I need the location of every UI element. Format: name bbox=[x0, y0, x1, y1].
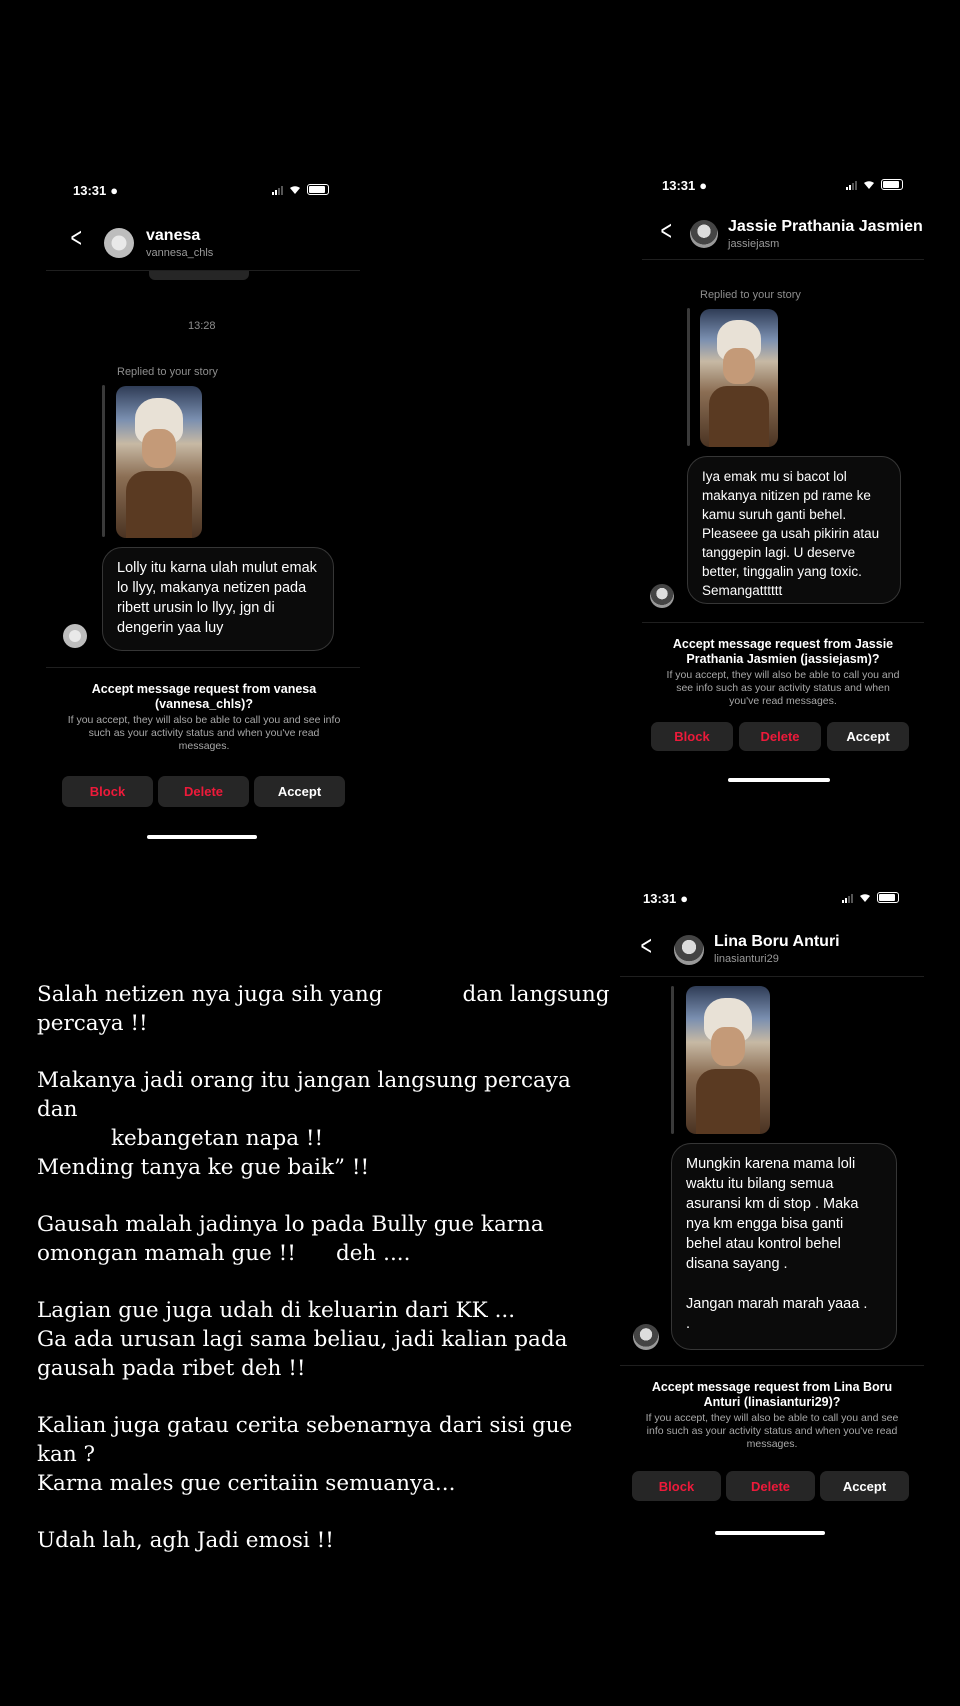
caption-paragraph-5: Kalian juga gatau cerita sebenarnya dari sisi gue kan ? Karna males gue ceritaiin semuanya... bbox=[37, 1413, 580, 1496]
story-thumbnail[interactable] bbox=[686, 986, 770, 1134]
caption-paragraph-1: Salah netizen nya juga sih yang dan langsung percaya !! bbox=[37, 982, 610, 1036]
contact-name[interactable]: vanesa bbox=[146, 227, 201, 244]
wifi-icon bbox=[289, 185, 301, 194]
accept-button[interactable]: Accept bbox=[254, 776, 345, 807]
story-reply-line bbox=[687, 308, 690, 446]
replied-label: Replied to your story bbox=[700, 289, 801, 301]
request-info: If you accept, they will also be able to call you and see info such as your activity status and when you've read messages. bbox=[645, 1412, 899, 1450]
request-divider bbox=[620, 1365, 924, 1366]
battery-icon bbox=[881, 179, 903, 190]
request-title: Accept message request from Lina Boru Anturi (linasianturi29)? bbox=[651, 1380, 893, 1409]
status-time: 13:31 ● bbox=[662, 178, 708, 193]
chat-header bbox=[68, 224, 84, 252]
contact-handle: linasianturi29 bbox=[714, 953, 779, 965]
replied-label: Replied to your story bbox=[117, 366, 218, 378]
screenshot-jassie bbox=[642, 168, 924, 796]
caption-paragraph-6: Udah lah, agh Jadi emosi !! bbox=[37, 1528, 334, 1553]
request-title: Accept message request from Jassie Prathania Jasmien (jassiejasm)? bbox=[672, 637, 894, 666]
signal-icon bbox=[846, 180, 857, 190]
home-indicator bbox=[728, 778, 830, 782]
caption-paragraph-3: Gausah malah jadinya lo pada Bully gue karna omongan mamah gue !! deh .... bbox=[37, 1212, 544, 1266]
wifi-icon bbox=[859, 893, 871, 902]
message-request bbox=[662, 637, 904, 708]
contact-name[interactable]: Lina Boru Anturi bbox=[714, 933, 840, 950]
block-button[interactable]: Block bbox=[632, 1471, 721, 1501]
accept-button[interactable]: Accept bbox=[820, 1471, 909, 1501]
request-divider bbox=[46, 667, 360, 668]
header-divider bbox=[642, 259, 924, 260]
back-icon[interactable]: < bbox=[660, 215, 672, 246]
accept-button[interactable]: Accept bbox=[827, 722, 909, 751]
caption-paragraph-2: Makanya jadi orang itu jangan langsung percaya dan kebangetan napa !! Mending tanya ke gue baik” !! bbox=[37, 1068, 578, 1180]
person-icon: ● bbox=[110, 183, 119, 198]
battery-icon bbox=[307, 184, 329, 195]
chat-header bbox=[658, 217, 674, 245]
message-bubble: Lolly itu karna ulah mulut emak lo llyy, makanya netizen pada ribett urusin lo llyy, jgn di dengerin yaa luy bbox=[102, 547, 334, 651]
avatar[interactable] bbox=[674, 935, 704, 965]
request-info: If you accept, they will also be able to call you and see info such as your activity status and when you've read messages. bbox=[67, 714, 341, 752]
header-divider bbox=[620, 976, 924, 977]
story-reply-line bbox=[671, 986, 674, 1134]
back-icon[interactable]: < bbox=[70, 222, 82, 253]
status-time: 13:31 ● bbox=[643, 891, 689, 906]
avatar[interactable] bbox=[104, 228, 134, 258]
block-button[interactable]: Block bbox=[651, 722, 733, 751]
back-icon[interactable]: < bbox=[640, 930, 652, 961]
timestamp: 13:28 bbox=[188, 320, 216, 332]
block-button[interactable]: Block bbox=[62, 776, 153, 807]
delete-button[interactable]: Delete bbox=[739, 722, 821, 751]
screenshot-lina bbox=[620, 880, 924, 1540]
home-indicator bbox=[715, 1531, 825, 1535]
contact-handle: jassiejasm bbox=[728, 238, 780, 250]
signal-icon bbox=[272, 185, 283, 195]
caption-text bbox=[37, 980, 617, 1583]
story-thumbnail[interactable] bbox=[116, 386, 202, 538]
request-title: Accept message request from vanesa (vannesa_chls)? bbox=[91, 682, 317, 711]
request-info: If you accept, they will also be able to call you and see info such as your activity status and when you've read messages. bbox=[666, 669, 900, 707]
delete-button[interactable]: Delete bbox=[726, 1471, 815, 1501]
sender-avatar bbox=[63, 624, 87, 648]
sender-avatar bbox=[633, 1324, 659, 1350]
chat-header bbox=[638, 932, 654, 960]
delete-button[interactable]: Delete bbox=[158, 776, 249, 807]
signal-icon bbox=[842, 893, 853, 903]
contact-handle: vannesa_chls bbox=[146, 247, 214, 259]
person-icon: ● bbox=[680, 891, 689, 906]
caption-paragraph-4: Lagian gue juga udah di keluarin dari KK ... Ga ada urusan lagi sama beliau, jadi kalian pada gausah pada ribet deh !! bbox=[37, 1298, 568, 1381]
view-profile-button[interactable] bbox=[149, 271, 249, 280]
story-reply-line bbox=[102, 385, 105, 537]
battery-icon bbox=[877, 892, 899, 903]
contact-name[interactable]: Jassie Prathania Jasmien bbox=[728, 218, 923, 235]
wifi-icon bbox=[863, 180, 875, 189]
message-bubble: Mungkin karena mama loli waktu itu bilang semua asuransi km di stop . Maka nya km engga bisa ganti behel atau kontrol behel disana sayang . Jangan marah marah yaaa . . bbox=[671, 1143, 897, 1350]
message-request bbox=[64, 682, 344, 753]
story-thumbnail[interactable] bbox=[700, 309, 778, 447]
status-time: 13:31 ● bbox=[73, 183, 119, 198]
message-request bbox=[640, 1380, 904, 1451]
home-indicator bbox=[147, 835, 257, 839]
avatar[interactable] bbox=[690, 220, 718, 248]
screenshot-vanesa bbox=[46, 170, 360, 850]
status-icons bbox=[846, 179, 903, 190]
status-icons bbox=[842, 892, 899, 903]
sender-avatar bbox=[650, 584, 674, 608]
message-bubble: Iya emak mu si bacot lol makanya nitizen pd rame ke kamu suruh ganti behel. Pleaseee ga usah pikirin atau tanggepin lagi. U deserve better, tinggalin yang toxic. Semangatttttt bbox=[687, 456, 901, 604]
status-icons bbox=[272, 184, 329, 195]
person-icon: ● bbox=[699, 178, 708, 193]
request-divider bbox=[642, 622, 924, 623]
